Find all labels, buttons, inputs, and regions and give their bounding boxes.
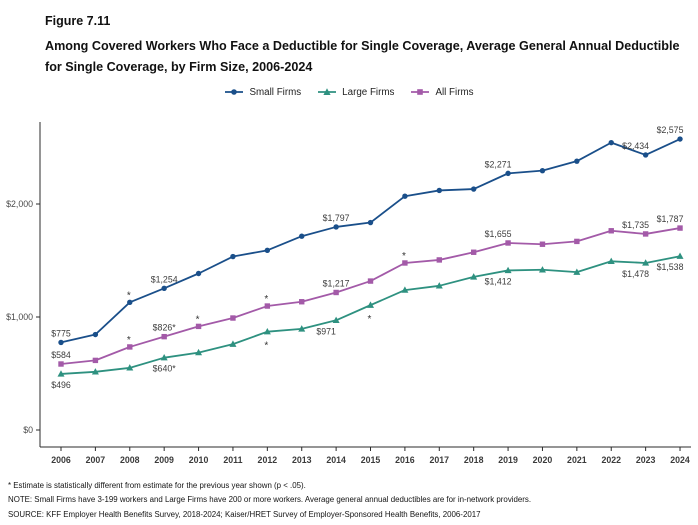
data-label: $2,271 [484,159,512,170]
x-tick-label: 2019 [498,455,518,465]
legend-label: Large Firms [342,86,395,98]
x-tick-label: 2018 [463,455,484,465]
data-label: $1,217 [322,278,350,289]
data-point-small-firms-2020 [540,168,545,173]
series-line-all-firms [61,228,680,364]
significance-asterisk: * [264,294,269,306]
y-tick-label: $0 [23,425,33,435]
data-point-all-firms-2020 [540,242,545,247]
data-point-all-firms-2021 [574,239,579,244]
data-point-all-firms-2007 [93,358,98,363]
data-point-small-firms-2010 [196,271,201,276]
data-label: $775 [51,328,71,339]
data-point-small-firms-2017 [437,188,442,193]
significance-asterisk: * [126,334,131,346]
x-tick-label: 2009 [154,455,174,465]
data-point-small-firms-2009 [161,286,166,291]
data-point-small-firms-2012 [265,248,270,253]
data-label: $971 [316,326,336,337]
data-label: $1,735 [622,219,650,230]
x-tick-label: 2023 [635,455,656,465]
footnotes-block [8,479,694,522]
significance-asterisk: * [126,290,131,302]
data-point-small-firms-2024 [677,136,682,141]
x-tick-label: 2011 [223,455,243,465]
x-tick-label: 2016 [395,455,415,465]
data-label: $1,538 [656,262,684,273]
series-line-small-firms [61,139,680,342]
x-tick-label: 2007 [85,455,106,465]
x-tick-label: 2006 [51,455,71,465]
x-tick-label: 2015 [360,455,381,465]
footnote-significance: * Estimate is statistically different from estimate for the previous year shown (p < .05). [8,481,306,490]
data-point-small-firms-2019 [505,171,510,176]
footnote-source: SOURCE: KFF Employer Health Benefits Survey, 2018-2024; Kaiser/HRET Survey of Employer-Sponsored Health Benefits, 2006-2017 [8,509,481,519]
x-tick-label: 2013 [291,455,312,465]
data-point-large-firms-2024 [677,253,684,259]
data-point-small-firms-2006 [58,340,63,345]
x-tick-label: 2020 [532,455,553,465]
y-tick-label: $2,000 [6,199,33,209]
data-label: $1,797 [322,212,350,223]
legend-label: Small Firms [249,86,302,98]
data-point-small-firms-2018 [471,186,476,191]
x-tick-label: 2017 [429,455,450,465]
data-label: $1,787 [656,214,684,225]
data-label: $2,434 [622,140,650,151]
data-label: $640* [152,363,176,374]
x-tick-label: 2022 [601,455,622,465]
y-tick-label: $1,000 [6,312,33,322]
data-label: $496 [51,379,71,390]
x-tick-label: 2014 [326,455,346,465]
x-tick-label: 2008 [119,455,140,465]
significance-asterisk: * [264,340,269,352]
data-point-all-firms-2022 [609,228,614,233]
data-point-all-firms-2006 [58,361,63,366]
data-label: $1,478 [622,268,650,279]
data-label: $1,412 [484,276,512,287]
data-point-small-firms-2022 [609,140,614,145]
data-label: $2,575 [656,125,684,136]
data-point-all-firms-2014 [333,290,338,295]
figure-number: Figure 7.11 [45,14,111,28]
data-label: $1,655 [484,228,512,239]
data-point-small-firms-2013 [299,234,304,239]
data-point-all-firms-2024 [677,225,682,230]
data-point-all-firms-2023 [643,231,648,236]
footnote-note: NOTE: Small Firms have 3-199 workers and Large Firms have 200 or more workers. Average general annual deductibles are for in-network providers. [8,495,532,505]
significance-asterisk: * [195,314,200,326]
data-point-small-firms-2016 [402,194,407,199]
data-label: $826* [152,322,176,333]
data-point-small-firms-2021 [574,158,579,163]
significance-asterisk: * [401,250,406,262]
data-point-all-firms-2018 [471,250,476,255]
data-point-small-firms-2023 [643,152,648,157]
data-point-all-firms-2013 [299,299,304,304]
data-point-small-firms-2011 [230,254,235,259]
data-point-all-firms-2017 [437,257,442,262]
figure-title: Among Covered Workers Who Face a Deductible for Single Coverage, Average General Annual Deductible for Single Coverage, by Firm Size, 2006-2024 [45,39,680,74]
significance-asterisk: * [367,314,372,326]
data-point-all-firms-2015 [368,278,373,283]
data-point-all-firms-2011 [230,315,235,320]
x-tick-label: 2012 [257,455,278,465]
data-label: $1,254 [150,274,178,285]
data-point-small-firms-2014 [333,224,338,229]
x-tick-label: 2021 [567,455,587,465]
data-point-small-firms-2007 [93,332,98,337]
x-tick-label: 2010 [188,455,209,465]
data-point-all-firms-2019 [505,240,510,245]
x-tick-label: 2024 [670,455,690,465]
data-label: $584 [51,350,71,361]
data-point-small-firms-2015 [368,220,373,225]
legend-label: All Firms [435,86,474,98]
data-point-all-firms-2009 [161,334,166,339]
